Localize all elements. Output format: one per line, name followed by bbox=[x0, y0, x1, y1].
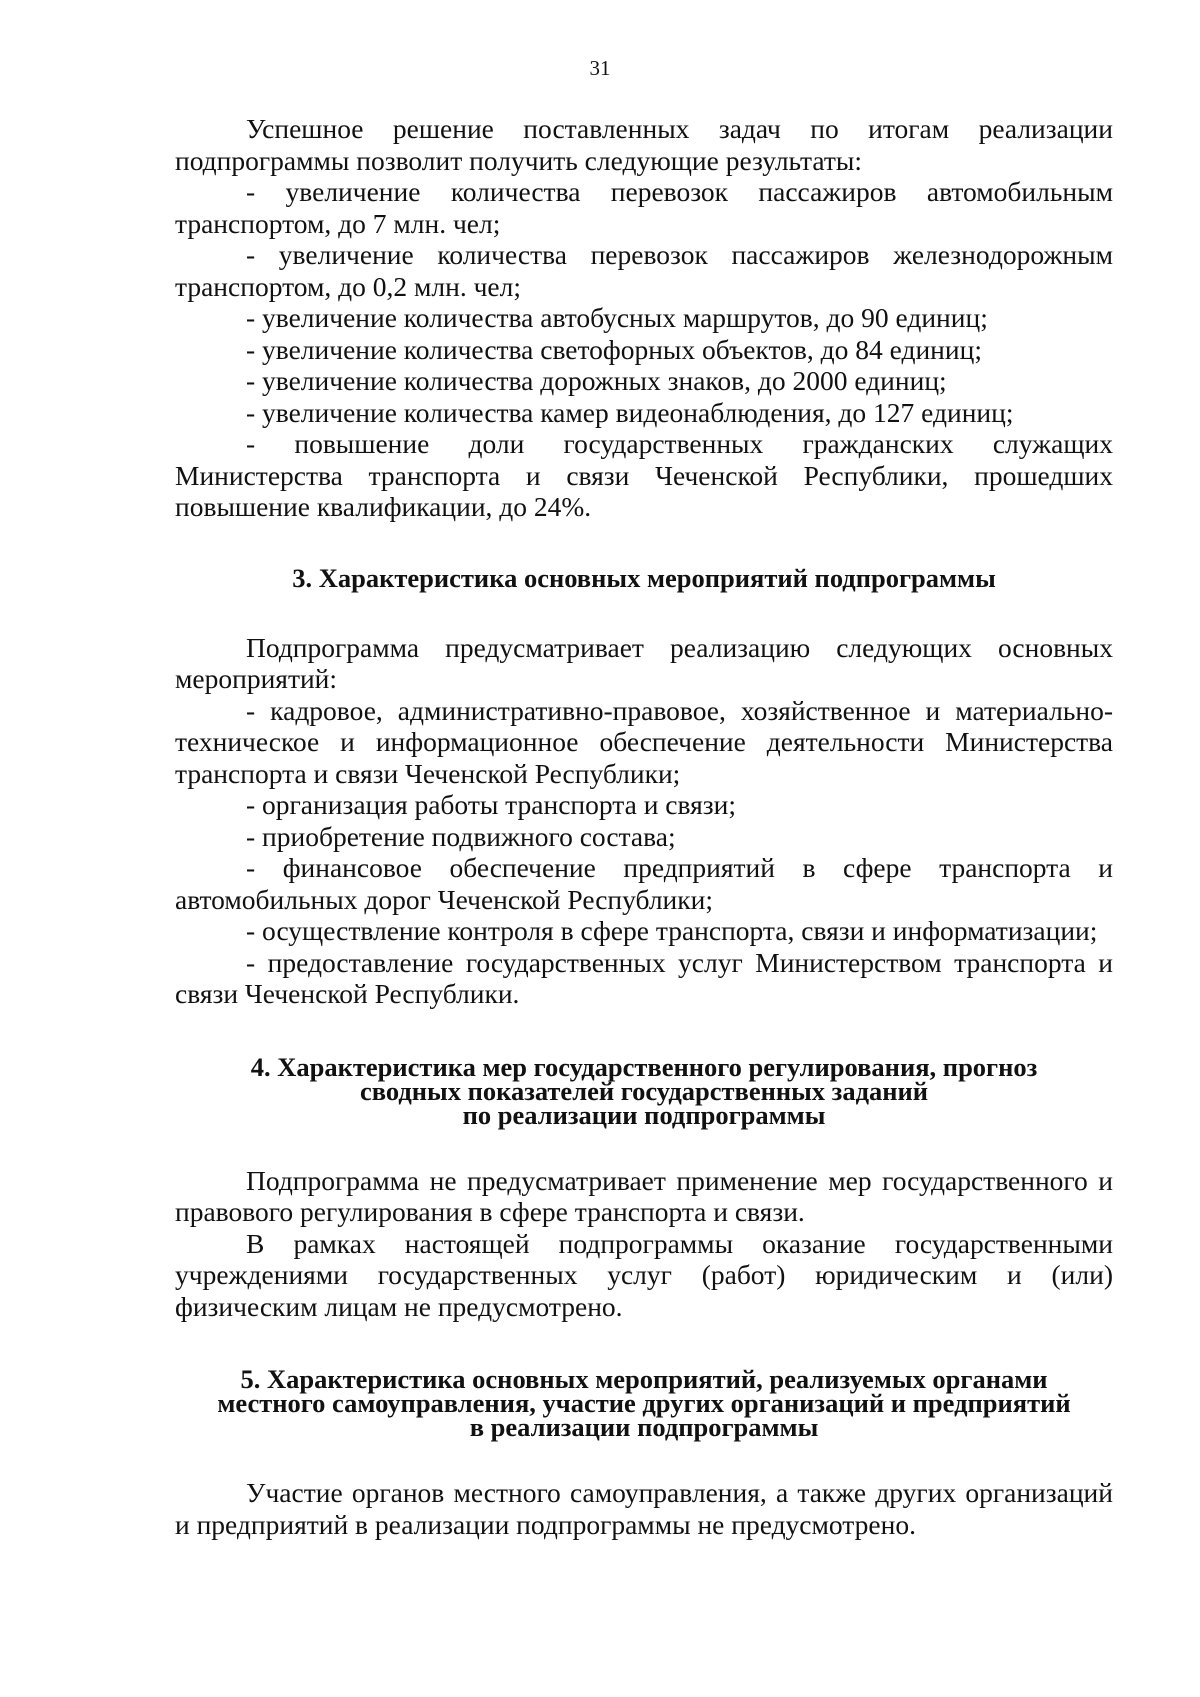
section-3-list-item: - кадровое, административно-правовое, хозяйственное и материально-техническое и информационное обеспечение деятельности Министерства транспорта и связи Чеченской Республики; bbox=[175, 694, 1113, 789]
section-3-list-item: - приобретение подвижного состава; bbox=[246, 820, 676, 852]
section-5-heading-line: 5. Характеристика основных мероприятий, реализуемых органами bbox=[240, 1364, 1048, 1394]
intro-list-item: - увеличение количества камер видеонаблюдения, до 127 единиц; bbox=[246, 396, 1014, 428]
spacer bbox=[175, 594, 1113, 632]
intro-list-item: - повышение доли государственных гражданских служащих Министерства транспорта и связи Чеченской Республики, прошедших повышение квалификации, до 24%. bbox=[175, 428, 1113, 522]
section-5-paragraph: Участие органов местного самоуправления, а также других организаций и предприятий в реализации подпрограммы не предусмотрено. bbox=[175, 1477, 1113, 1540]
section-3-paragraph: Подпрограмма предусматривает реализацию следующих основных мероприятий: bbox=[175, 631, 1113, 694]
section-4-heading-line: сводных показателей государственных заданий bbox=[359, 1075, 929, 1106]
section-4-paragraph: Подпрограмма не предусматривает применение мер государственного и правового регулирования в сфере транспорта и связи. bbox=[175, 1164, 1113, 1227]
section-4-heading-line: по реализации подпрограммы bbox=[462, 1099, 826, 1130]
intro-section bbox=[175, 113, 1113, 523]
section-4-paragraph: В рамках настоящей подпрограммы оказание государственными учреждениями государственных услуг (работ) юридическим и (или) физическим лицам не предусмотрено. bbox=[175, 1227, 1113, 1322]
section-3 bbox=[175, 563, 1113, 1010]
intro-paragraph: Успешное решение поставленных задач по итогам реализации подпрограммы позволит получить следующие результаты: bbox=[175, 113, 1113, 176]
intro-list-item: - увеличение количества автобусных маршрутов, до 90 единиц; bbox=[246, 302, 988, 333]
section-4-heading bbox=[175, 1051, 1113, 1130]
section-5 bbox=[175, 1364, 1113, 1540]
page-content bbox=[175, 113, 1113, 1540]
spacer bbox=[175, 523, 1113, 563]
section-4 bbox=[175, 1051, 1113, 1323]
intro-list-item: - увеличение количества светофорных объектов, до 84 единиц; bbox=[246, 333, 982, 365]
section-3-list-item: - предоставление государственных услуг Министерством транспорта и связи Чеченской Республики. bbox=[175, 946, 1113, 1009]
intro-list-item: - увеличение количества перевозок пассажиров железнодорожным транспортом, до 0,2 млн. чел; bbox=[175, 239, 1113, 302]
section-3-list-item: - организация работы транспорта и связи; bbox=[246, 789, 736, 820]
spacer bbox=[175, 1322, 1113, 1367]
spacer bbox=[175, 1439, 1113, 1477]
section-3-list-item: - финансовое обеспечение предприятий в сфере транспорта и автомобильных дорог Чеченской Республики; bbox=[175, 852, 1113, 915]
section-5-heading bbox=[175, 1364, 1113, 1442]
section-3-list-item: - осуществление контроля в сфере транспорта, связи и информатизации; bbox=[246, 915, 1098, 946]
section-5-heading-line: в реализации подпрограммы bbox=[469, 1412, 819, 1442]
intro-list-item: - увеличение количества дорожных знаков, до 2000 единиц; bbox=[246, 365, 947, 396]
section-3-heading: 3. Характеристика основных мероприятий подпрограммы bbox=[292, 562, 996, 593]
section-4-heading-line: 4. Характеристика мер государственного регулирования, прогноз bbox=[250, 1051, 1038, 1082]
spacer bbox=[175, 1127, 1113, 1165]
intro-list-item: - увеличение количества перевозок пассажиров автомобильным транспортом, до 7 млн. чел; bbox=[175, 176, 1113, 239]
page-number: 31 bbox=[589, 56, 611, 80]
spacer bbox=[175, 1010, 1113, 1055]
section-5-heading-line: местного самоуправления, участие других организаций и предприятий bbox=[217, 1388, 1071, 1418]
